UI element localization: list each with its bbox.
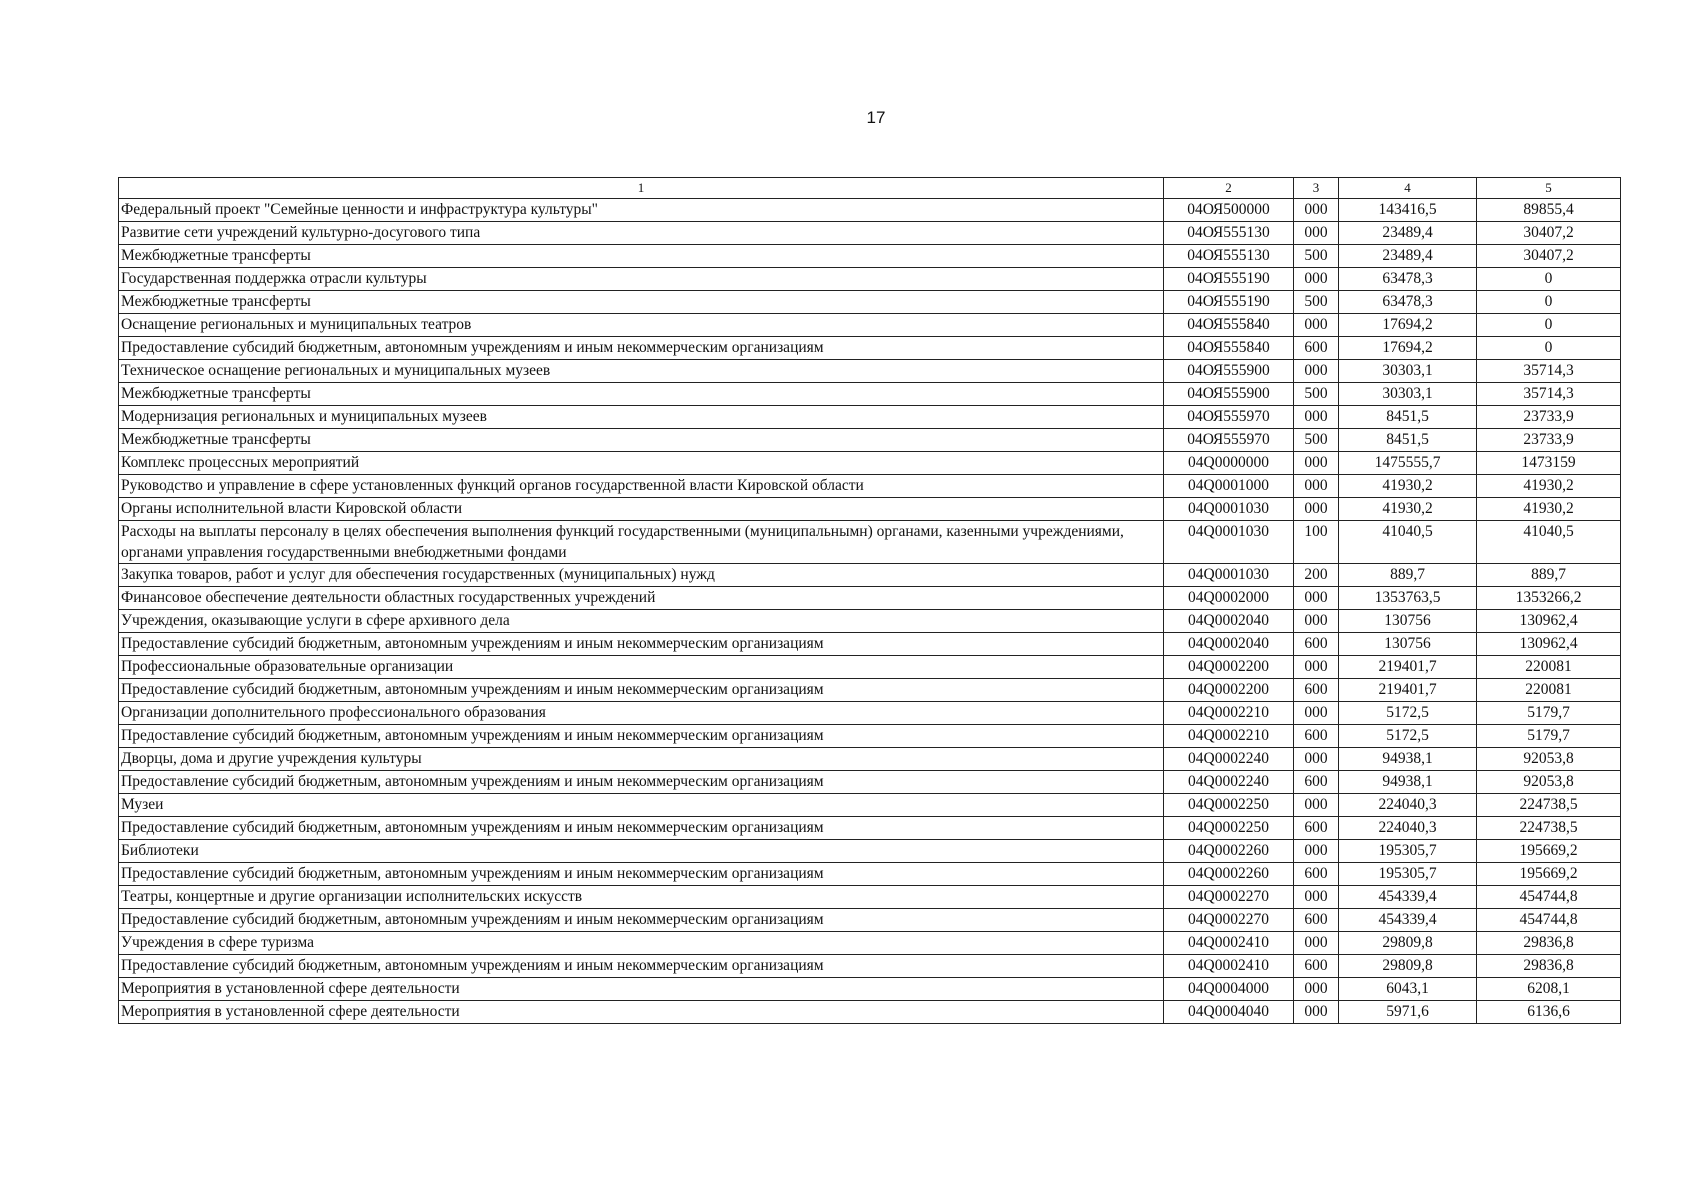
row-amount-year2-cell: 454744,8 (1477, 909, 1621, 932)
row-code-cell: 04Q0002410 (1164, 955, 1294, 978)
row-name-cell: Органы исполнительной власти Кировской области (119, 498, 1164, 521)
table-row (119, 794, 1621, 817)
row-expense-type-cell: 500 (1294, 383, 1339, 406)
row-code-cell: 04Q0002200 (1164, 679, 1294, 702)
row-amount-year2-cell: 1473159 (1477, 452, 1621, 475)
row-amount-year1-cell: 224040,3 (1339, 794, 1477, 817)
table-body (119, 199, 1621, 1024)
table-row (119, 452, 1621, 475)
row-expense-type-cell: 200 (1294, 564, 1339, 587)
row-code-cell: 04ОЯ555970 (1164, 406, 1294, 429)
row-name-cell: Расходы на выплаты персоналу в целях обеспечения выполнения функций государственными (муниципальнымн) органами, казенными учреждениями, органами управления государственными внебюджетными фондами (119, 521, 1164, 564)
row-name-cell: Профессиональные образовательные организации (119, 656, 1164, 679)
row-name-cell: Оснащение региональных и муниципальных театров (119, 314, 1164, 337)
row-expense-type-cell: 600 (1294, 909, 1339, 932)
row-name-cell: Комплекс процессных мероприятий (119, 452, 1164, 475)
table-row (119, 633, 1621, 656)
row-amount-year1-cell: 195305,7 (1339, 863, 1477, 886)
table-row (119, 337, 1621, 360)
row-amount-year2-cell: 130962,4 (1477, 633, 1621, 656)
row-amount-year1-cell: 30303,1 (1339, 383, 1477, 406)
row-code-cell: 04Q0002240 (1164, 771, 1294, 794)
row-amount-year1-cell: 5172,5 (1339, 725, 1477, 748)
row-expense-type-cell: 000 (1294, 452, 1339, 475)
row-amount-year2-cell: 23733,9 (1477, 429, 1621, 452)
row-expense-type-cell: 000 (1294, 794, 1339, 817)
table-row (119, 1001, 1621, 1024)
row-amount-year2-cell: 195669,2 (1477, 840, 1621, 863)
table-row (119, 725, 1621, 748)
row-code-cell: 04Q0002210 (1164, 725, 1294, 748)
row-name-cell: Мероприятия в установленной сфере деятельности (119, 1001, 1164, 1024)
row-code-cell: 04Q0002270 (1164, 886, 1294, 909)
row-amount-year2-cell: 224738,5 (1477, 794, 1621, 817)
row-name-cell: Предоставление субсидий бюджетным, автономным учреждениям и иным некоммерческим организациям (119, 955, 1164, 978)
row-code-cell: 04ОЯ500000 (1164, 199, 1294, 222)
row-code-cell: 04Q0002210 (1164, 702, 1294, 725)
table-header (119, 178, 1621, 199)
table-row (119, 610, 1621, 633)
header-col-3: 3 (1294, 178, 1339, 199)
table-row (119, 222, 1621, 245)
table-row (119, 702, 1621, 725)
row-name-cell: Учреждения, оказывающие услуги в сфере архивного дела (119, 610, 1164, 633)
row-name-cell: Государственная поддержка отрасли культуры (119, 268, 1164, 291)
table-row (119, 564, 1621, 587)
row-code-cell: 04ОЯ555190 (1164, 268, 1294, 291)
row-name-cell: Межбюджетные трансферты (119, 429, 1164, 452)
row-amount-year2-cell: 41930,2 (1477, 475, 1621, 498)
row-code-cell: 04Q0001000 (1164, 475, 1294, 498)
table-row (119, 475, 1621, 498)
row-expense-type-cell: 000 (1294, 475, 1339, 498)
row-expense-type-cell: 000 (1294, 498, 1339, 521)
row-amount-year2-cell: 0 (1477, 291, 1621, 314)
row-amount-year1-cell: 17694,2 (1339, 337, 1477, 360)
table-row (119, 360, 1621, 383)
row-expense-type-cell: 600 (1294, 817, 1339, 840)
table-row (119, 886, 1621, 909)
table-row (119, 909, 1621, 932)
row-amount-year1-cell: 8451,5 (1339, 406, 1477, 429)
row-amount-year1-cell: 454339,4 (1339, 886, 1477, 909)
row-code-cell: 04ОЯ555130 (1164, 245, 1294, 268)
row-name-cell: Предоставление субсидий бюджетным, автономным учреждениям и иным некоммерческим организациям (119, 909, 1164, 932)
row-amount-year2-cell: 220081 (1477, 679, 1621, 702)
table-row (119, 840, 1621, 863)
row-code-cell: 04ОЯ555190 (1164, 291, 1294, 314)
row-name-cell: Развитие сети учреждений культурно-досугового типа (119, 222, 1164, 245)
row-expense-type-cell: 600 (1294, 337, 1339, 360)
row-name-cell: Предоставление субсидий бюджетным, автономным учреждениям и иным некоммерческим организациям (119, 725, 1164, 748)
row-name-cell: Предоставление субсидий бюджетным, автономным учреждениям и иным некоммерческим организациям (119, 633, 1164, 656)
row-code-cell: 04Q0002250 (1164, 794, 1294, 817)
table-row (119, 521, 1621, 564)
row-code-cell: 04Q0002260 (1164, 863, 1294, 886)
row-name-cell: Театры, концертные и другие организации исполнительских искусств (119, 886, 1164, 909)
row-name-cell: Мероприятия в установленной сфере деятельности (119, 978, 1164, 1001)
row-amount-year1-cell: 63478,3 (1339, 268, 1477, 291)
row-amount-year2-cell: 92053,8 (1477, 748, 1621, 771)
header-col-4: 4 (1339, 178, 1477, 199)
row-name-cell: Закупка товаров, работ и услуг для обеспечения государственных (муниципальных) нужд (119, 564, 1164, 587)
row-expense-type-cell: 000 (1294, 222, 1339, 245)
header-col-1: 1 (119, 178, 1164, 199)
row-amount-year1-cell: 195305,7 (1339, 840, 1477, 863)
row-amount-year1-cell: 41930,2 (1339, 475, 1477, 498)
row-amount-year2-cell: 5179,7 (1477, 702, 1621, 725)
table-row (119, 429, 1621, 452)
row-amount-year1-cell: 41040,5 (1339, 521, 1477, 564)
row-name-cell: Музеи (119, 794, 1164, 817)
row-name-cell: Учреждения в сфере туризма (119, 932, 1164, 955)
row-amount-year2-cell: 41930,2 (1477, 498, 1621, 521)
row-amount-year2-cell: 0 (1477, 337, 1621, 360)
row-amount-year1-cell: 130756 (1339, 610, 1477, 633)
row-name-cell: Модернизация региональных и муниципальных музеев (119, 406, 1164, 429)
row-expense-type-cell: 000 (1294, 360, 1339, 383)
row-expense-type-cell: 600 (1294, 771, 1339, 794)
budget-table (118, 177, 1621, 1024)
table-row (119, 679, 1621, 702)
row-code-cell: 04ОЯ555970 (1164, 429, 1294, 452)
row-expense-type-cell: 600 (1294, 633, 1339, 656)
header-row (119, 178, 1621, 199)
row-amount-year1-cell: 41930,2 (1339, 498, 1477, 521)
row-code-cell: 04Q0002200 (1164, 656, 1294, 679)
table-row (119, 406, 1621, 429)
row-amount-year1-cell: 29809,8 (1339, 932, 1477, 955)
row-code-cell: 04ОЯ555900 (1164, 360, 1294, 383)
header-col-2: 2 (1164, 178, 1294, 199)
row-expense-type-cell: 500 (1294, 291, 1339, 314)
row-amount-year2-cell: 23733,9 (1477, 406, 1621, 429)
row-expense-type-cell: 600 (1294, 955, 1339, 978)
row-name-cell: Межбюджетные трансферты (119, 291, 1164, 314)
table-row (119, 932, 1621, 955)
row-code-cell: 04Q0002260 (1164, 840, 1294, 863)
table-row (119, 245, 1621, 268)
row-amount-year2-cell: 454744,8 (1477, 886, 1621, 909)
row-expense-type-cell: 000 (1294, 656, 1339, 679)
row-amount-year1-cell: 29809,8 (1339, 955, 1477, 978)
row-amount-year1-cell: 23489,4 (1339, 222, 1477, 245)
row-expense-type-cell: 000 (1294, 978, 1339, 1001)
row-amount-year1-cell: 5971,6 (1339, 1001, 1477, 1024)
row-expense-type-cell: 000 (1294, 748, 1339, 771)
row-name-cell: Предоставление субсидий бюджетным, автономным учреждениям и иным некоммерческим организациям (119, 679, 1164, 702)
row-code-cell: 04ОЯ555900 (1164, 383, 1294, 406)
row-amount-year2-cell: 30407,2 (1477, 222, 1621, 245)
row-amount-year1-cell: 1353763,5 (1339, 587, 1477, 610)
row-code-cell: 04Q0002270 (1164, 909, 1294, 932)
row-amount-year2-cell: 1353266,2 (1477, 587, 1621, 610)
table-row (119, 955, 1621, 978)
row-name-cell: Предоставление субсидий бюджетным, автономным учреждениям и иным некоммерческим организациям (119, 863, 1164, 886)
row-amount-year2-cell: 29836,8 (1477, 932, 1621, 955)
page-number: 17 (866, 108, 886, 127)
row-amount-year1-cell: 8451,5 (1339, 429, 1477, 452)
row-name-cell: Организации дополнительного профессионального образования (119, 702, 1164, 725)
table-row (119, 383, 1621, 406)
row-expense-type-cell: 000 (1294, 406, 1339, 429)
row-amount-year1-cell: 224040,3 (1339, 817, 1477, 840)
row-amount-year1-cell: 5172,5 (1339, 702, 1477, 725)
row-amount-year2-cell: 224738,5 (1477, 817, 1621, 840)
row-amount-year2-cell: 5179,7 (1477, 725, 1621, 748)
row-name-cell: Руководство и управление в сфере установленных функций органов государственной власти Кировской области (119, 475, 1164, 498)
row-amount-year1-cell: 454339,4 (1339, 909, 1477, 932)
row-amount-year2-cell: 130962,4 (1477, 610, 1621, 633)
row-code-cell: 04Q0002250 (1164, 817, 1294, 840)
row-expense-type-cell: 500 (1294, 429, 1339, 452)
row-amount-year2-cell: 30407,2 (1477, 245, 1621, 268)
header-col-5: 5 (1477, 178, 1621, 199)
row-amount-year1-cell: 23489,4 (1339, 245, 1477, 268)
row-code-cell: 04Q0002040 (1164, 610, 1294, 633)
row-expense-type-cell: 600 (1294, 725, 1339, 748)
row-expense-type-cell: 000 (1294, 932, 1339, 955)
row-expense-type-cell: 500 (1294, 245, 1339, 268)
row-amount-year2-cell: 89855,4 (1477, 199, 1621, 222)
table-row (119, 863, 1621, 886)
table-row (119, 268, 1621, 291)
row-code-cell: 04Q0001030 (1164, 498, 1294, 521)
table-row (119, 199, 1621, 222)
row-code-cell: 04Q0001030 (1164, 564, 1294, 587)
row-code-cell: 04Q0002240 (1164, 748, 1294, 771)
row-expense-type-cell: 000 (1294, 268, 1339, 291)
row-expense-type-cell: 000 (1294, 1001, 1339, 1024)
table-row (119, 587, 1621, 610)
row-name-cell: Предоставление субсидий бюджетным, автономным учреждениям и иным некоммерческим организациям (119, 337, 1164, 360)
row-amount-year1-cell: 17694,2 (1339, 314, 1477, 337)
row-amount-year2-cell: 41040,5 (1477, 521, 1621, 564)
row-name-cell: Предоставление субсидий бюджетным, автономным учреждениям и иным некоммерческим организациям (119, 817, 1164, 840)
row-amount-year2-cell: 220081 (1477, 656, 1621, 679)
table-row (119, 748, 1621, 771)
table-row (119, 978, 1621, 1001)
row-amount-year2-cell: 0 (1477, 268, 1621, 291)
row-amount-year1-cell: 94938,1 (1339, 771, 1477, 794)
row-name-cell: Федеральный проект "Семейные ценности и инфраструктура культуры" (119, 199, 1164, 222)
row-code-cell: 04Q0002000 (1164, 587, 1294, 610)
row-code-cell: 04Q0002410 (1164, 932, 1294, 955)
row-name-cell: Межбюджетные трансферты (119, 245, 1164, 268)
row-code-cell: 04Q0004040 (1164, 1001, 1294, 1024)
row-amount-year1-cell: 130756 (1339, 633, 1477, 656)
row-amount-year1-cell: 30303,1 (1339, 360, 1477, 383)
row-amount-year1-cell: 63478,3 (1339, 291, 1477, 314)
row-amount-year2-cell: 29836,8 (1477, 955, 1621, 978)
row-name-cell: Межбюджетные трансферты (119, 383, 1164, 406)
row-expense-type-cell: 000 (1294, 314, 1339, 337)
row-expense-type-cell: 000 (1294, 199, 1339, 222)
row-name-cell: Дворцы, дома и другие учреждения культуры (119, 748, 1164, 771)
row-amount-year2-cell: 92053,8 (1477, 771, 1621, 794)
row-expense-type-cell: 100 (1294, 521, 1339, 564)
row-amount-year1-cell: 94938,1 (1339, 748, 1477, 771)
row-amount-year2-cell: 35714,3 (1477, 360, 1621, 383)
row-expense-type-cell: 000 (1294, 886, 1339, 909)
row-amount-year2-cell: 889,7 (1477, 564, 1621, 587)
row-code-cell: 04Q0001030 (1164, 521, 1294, 564)
row-amount-year1-cell: 219401,7 (1339, 656, 1477, 679)
row-code-cell: 04Q0000000 (1164, 452, 1294, 475)
row-code-cell: 04Q0002040 (1164, 633, 1294, 656)
row-code-cell: 04Q0004000 (1164, 978, 1294, 1001)
table-row (119, 498, 1621, 521)
row-expense-type-cell: 600 (1294, 679, 1339, 702)
row-amount-year2-cell: 195669,2 (1477, 863, 1621, 886)
row-code-cell: 04ОЯ555130 (1164, 222, 1294, 245)
row-code-cell: 04ОЯ555840 (1164, 337, 1294, 360)
row-amount-year1-cell: 6043,1 (1339, 978, 1477, 1001)
row-expense-type-cell: 000 (1294, 587, 1339, 610)
row-expense-type-cell: 000 (1294, 610, 1339, 633)
row-code-cell: 04ОЯ555840 (1164, 314, 1294, 337)
row-name-cell: Библиотеки (119, 840, 1164, 863)
row-name-cell: Предоставление субсидий бюджетным, автономным учреждениям и иным некоммерческим организациям (119, 771, 1164, 794)
row-amount-year2-cell: 6136,6 (1477, 1001, 1621, 1024)
row-amount-year1-cell: 1475555,7 (1339, 452, 1477, 475)
row-expense-type-cell: 000 (1294, 702, 1339, 725)
table-row (119, 314, 1621, 337)
table-row (119, 771, 1621, 794)
table-row (119, 656, 1621, 679)
row-amount-year1-cell: 889,7 (1339, 564, 1477, 587)
row-amount-year2-cell: 35714,3 (1477, 383, 1621, 406)
row-expense-type-cell: 000 (1294, 840, 1339, 863)
row-amount-year2-cell: 6208,1 (1477, 978, 1621, 1001)
table-row (119, 817, 1621, 840)
row-amount-year1-cell: 143416,5 (1339, 199, 1477, 222)
table-row (119, 291, 1621, 314)
row-name-cell: Финансовое обеспечение деятельности областных государственных учреждений (119, 587, 1164, 610)
row-name-cell: Техническое оснащение региональных и муниципальных музеев (119, 360, 1164, 383)
row-amount-year1-cell: 219401,7 (1339, 679, 1477, 702)
row-amount-year2-cell: 0 (1477, 314, 1621, 337)
row-expense-type-cell: 600 (1294, 863, 1339, 886)
